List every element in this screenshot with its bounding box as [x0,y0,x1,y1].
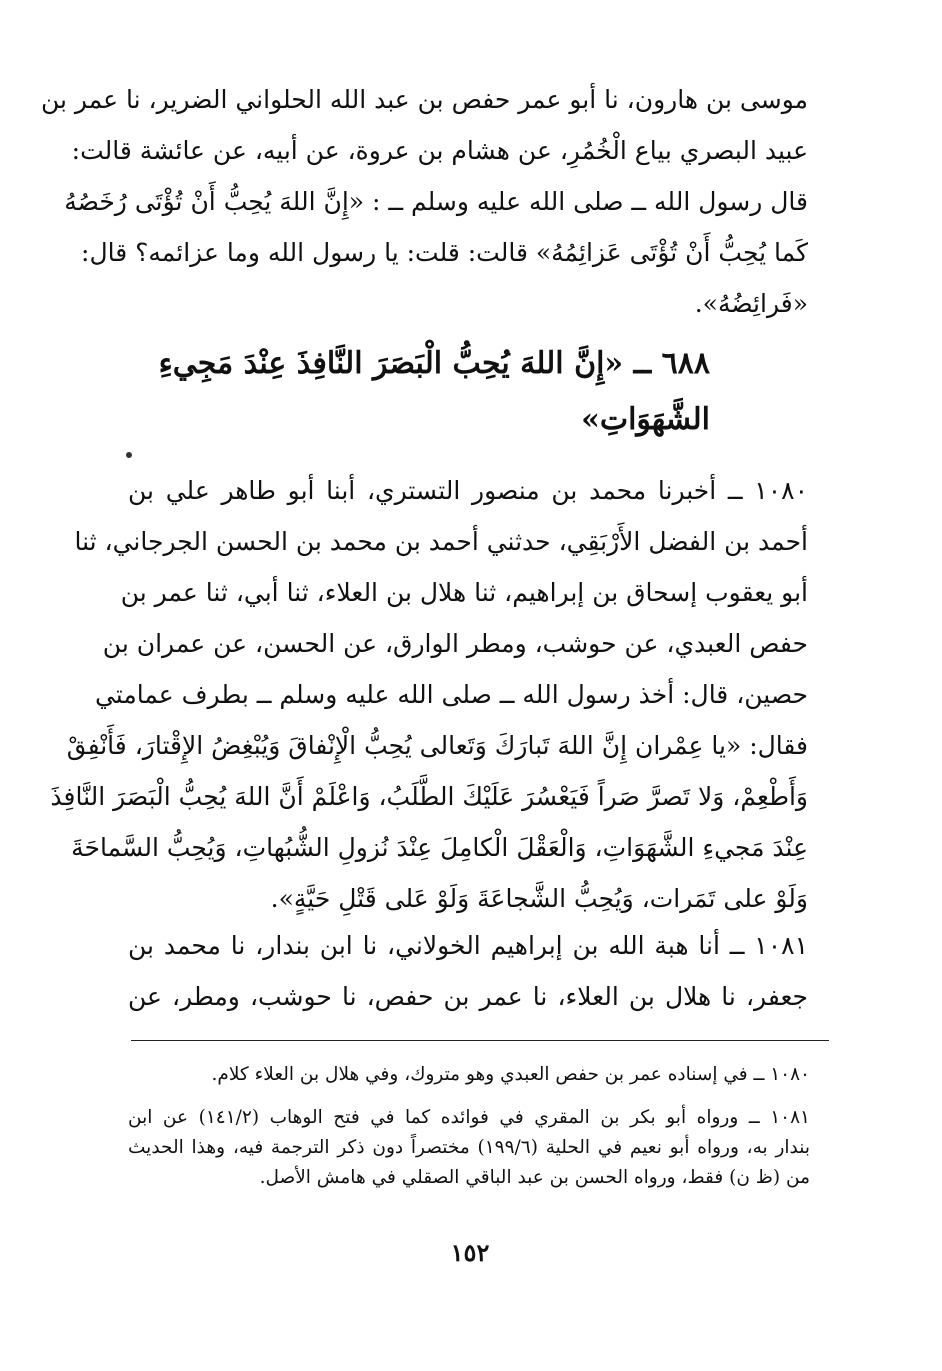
text-line: عِنْدَ مَجيءِ الشَّهَوَاتِ، وَالْعَقْلَ الْكامِلَ عِنْدَ نُزولِ الشُّبُهاتِ، وَيُحِبُّ السَّماحَةَ [71,833,808,862]
text-line: فقال: «يا عِمْران إِنَّ اللهَ تَبارَكَ وَتَعالى يُحِبُّ الْإِنْفاقَ وَيُبْغِضُ الإِقْتارَ، فَأَنْفِقْ [66,731,808,760]
text-line: ١٠٨٠ ــ أخبرنا محمد بن منصور التستري، أبنا أبو طاهر علي بن [128,476,808,505]
text-line: ١٠٨١ ــ أنا هبة الله بن إبراهيم الخولاني، نا ابن بندار، نا محمد بن [128,931,808,960]
intro-paragraph [40,74,808,329]
hadith-1081 [128,920,808,1022]
text-line: قال رسول الله ــ صلى الله عليه وسلم ــ : «إِنَّ اللهَ يُحِبُّ أَنْ تُؤْتَى رُخَصُهُ [64,187,808,216]
footnote-line: بندار به، ورواه أبو نعيم في الحلية (١٩٩/٦) مختصراً دون ذكر الترجمة فيه، وهذا الحديث [128,1137,810,1158]
text-line: أبو يعقوب إسحاق بن إبراهيم، ثنا هلال بن العلاء، ثنا أبي، ثنا عمر بن [120,578,808,607]
text-line: وَأَطْعِمْ، وَلا تَصرَّ صَراً فَيَعْسُرَ عَلَيْكَ الطَّلَبُ، وَاعْلَمْ أَنَّ اللهَ يُحِبُّ الْبَصَرَ النَّافِذَ [50,782,808,811]
text-line: أحمد بن الفضل الأَرْبَقِي، حدثني أحمد بن محمد بن الحسن الجرجاني، ثنا [74,527,808,556]
text-line: وَلَوْ على تَمَرات، وَيُحِبُّ الشَّجاعَةَ وَلَوْ عَلى قَتْلِ حَيَّةٍ». [270,884,808,913]
text-line: عبيد البصري بياع الْخُمُرِ، عن هشام بن عروة، عن أبيه، عن عائشة قالت: [71,136,808,165]
text-line: حصين، قال: أخذ رسول الله ــ صلى الله عليه وسلم ــ بطرف عمامتي [94,680,808,709]
footnote-separator [131,1040,829,1041]
footnote-line: ١٠٨١ ــ ورواه أبو بكر بن المقري في فوائده كما في فتح الوهاب (١٤١/٢) عن ابن [128,1107,810,1128]
text-line: كَما يُحِبُّ أَنْ تُؤْتَى عَزائِمُهُ» قالت: قلت: يا رسول الله وما عزائمه؟ قال: [81,238,808,267]
page-number: ١٥٢ [450,1238,490,1267]
text-line: جعفر، نا هلال بن العلاء، نا عمر بن حفص، نا حوشب، ومطر، عن [128,982,808,1011]
text-line: «فَرائِضُهُ». [694,289,808,318]
hadith-1080 [50,465,808,924]
text-line: موسى بن هارون، نا أبو عمر حفص بن عبد الله الحلواني الضرير، نا عمر بن [40,85,808,114]
footnote-1080 [128,1060,810,1090]
heading-line: ٦٨٨ ــ «إِنَّ اللهَ يُحِبُّ الْبَصَرَ النَّافِذَ عِنْدَ مَجِيءِ [158,346,710,381]
footnote-line: ١٠٨٠ ــ في إسناده عمر بن حفص العبدي وهو متروك، وفي هلال بن العلاء كلام. [211,1064,810,1085]
print-speck [126,452,132,458]
footnote-1081 [128,1103,810,1193]
chapter-heading [158,336,710,448]
footnote-line: من (ظ ن) فقط، ورواه الحسن بن عبد الباقي الصقلي في هامش الأصل. [259,1167,810,1188]
text-line: حفص العبدي، عن حوشب، ومطر الوارق، عن الحسن، عن عمران بن [102,629,808,658]
heading-line: الشَّهَوَاتِ» [581,402,710,437]
